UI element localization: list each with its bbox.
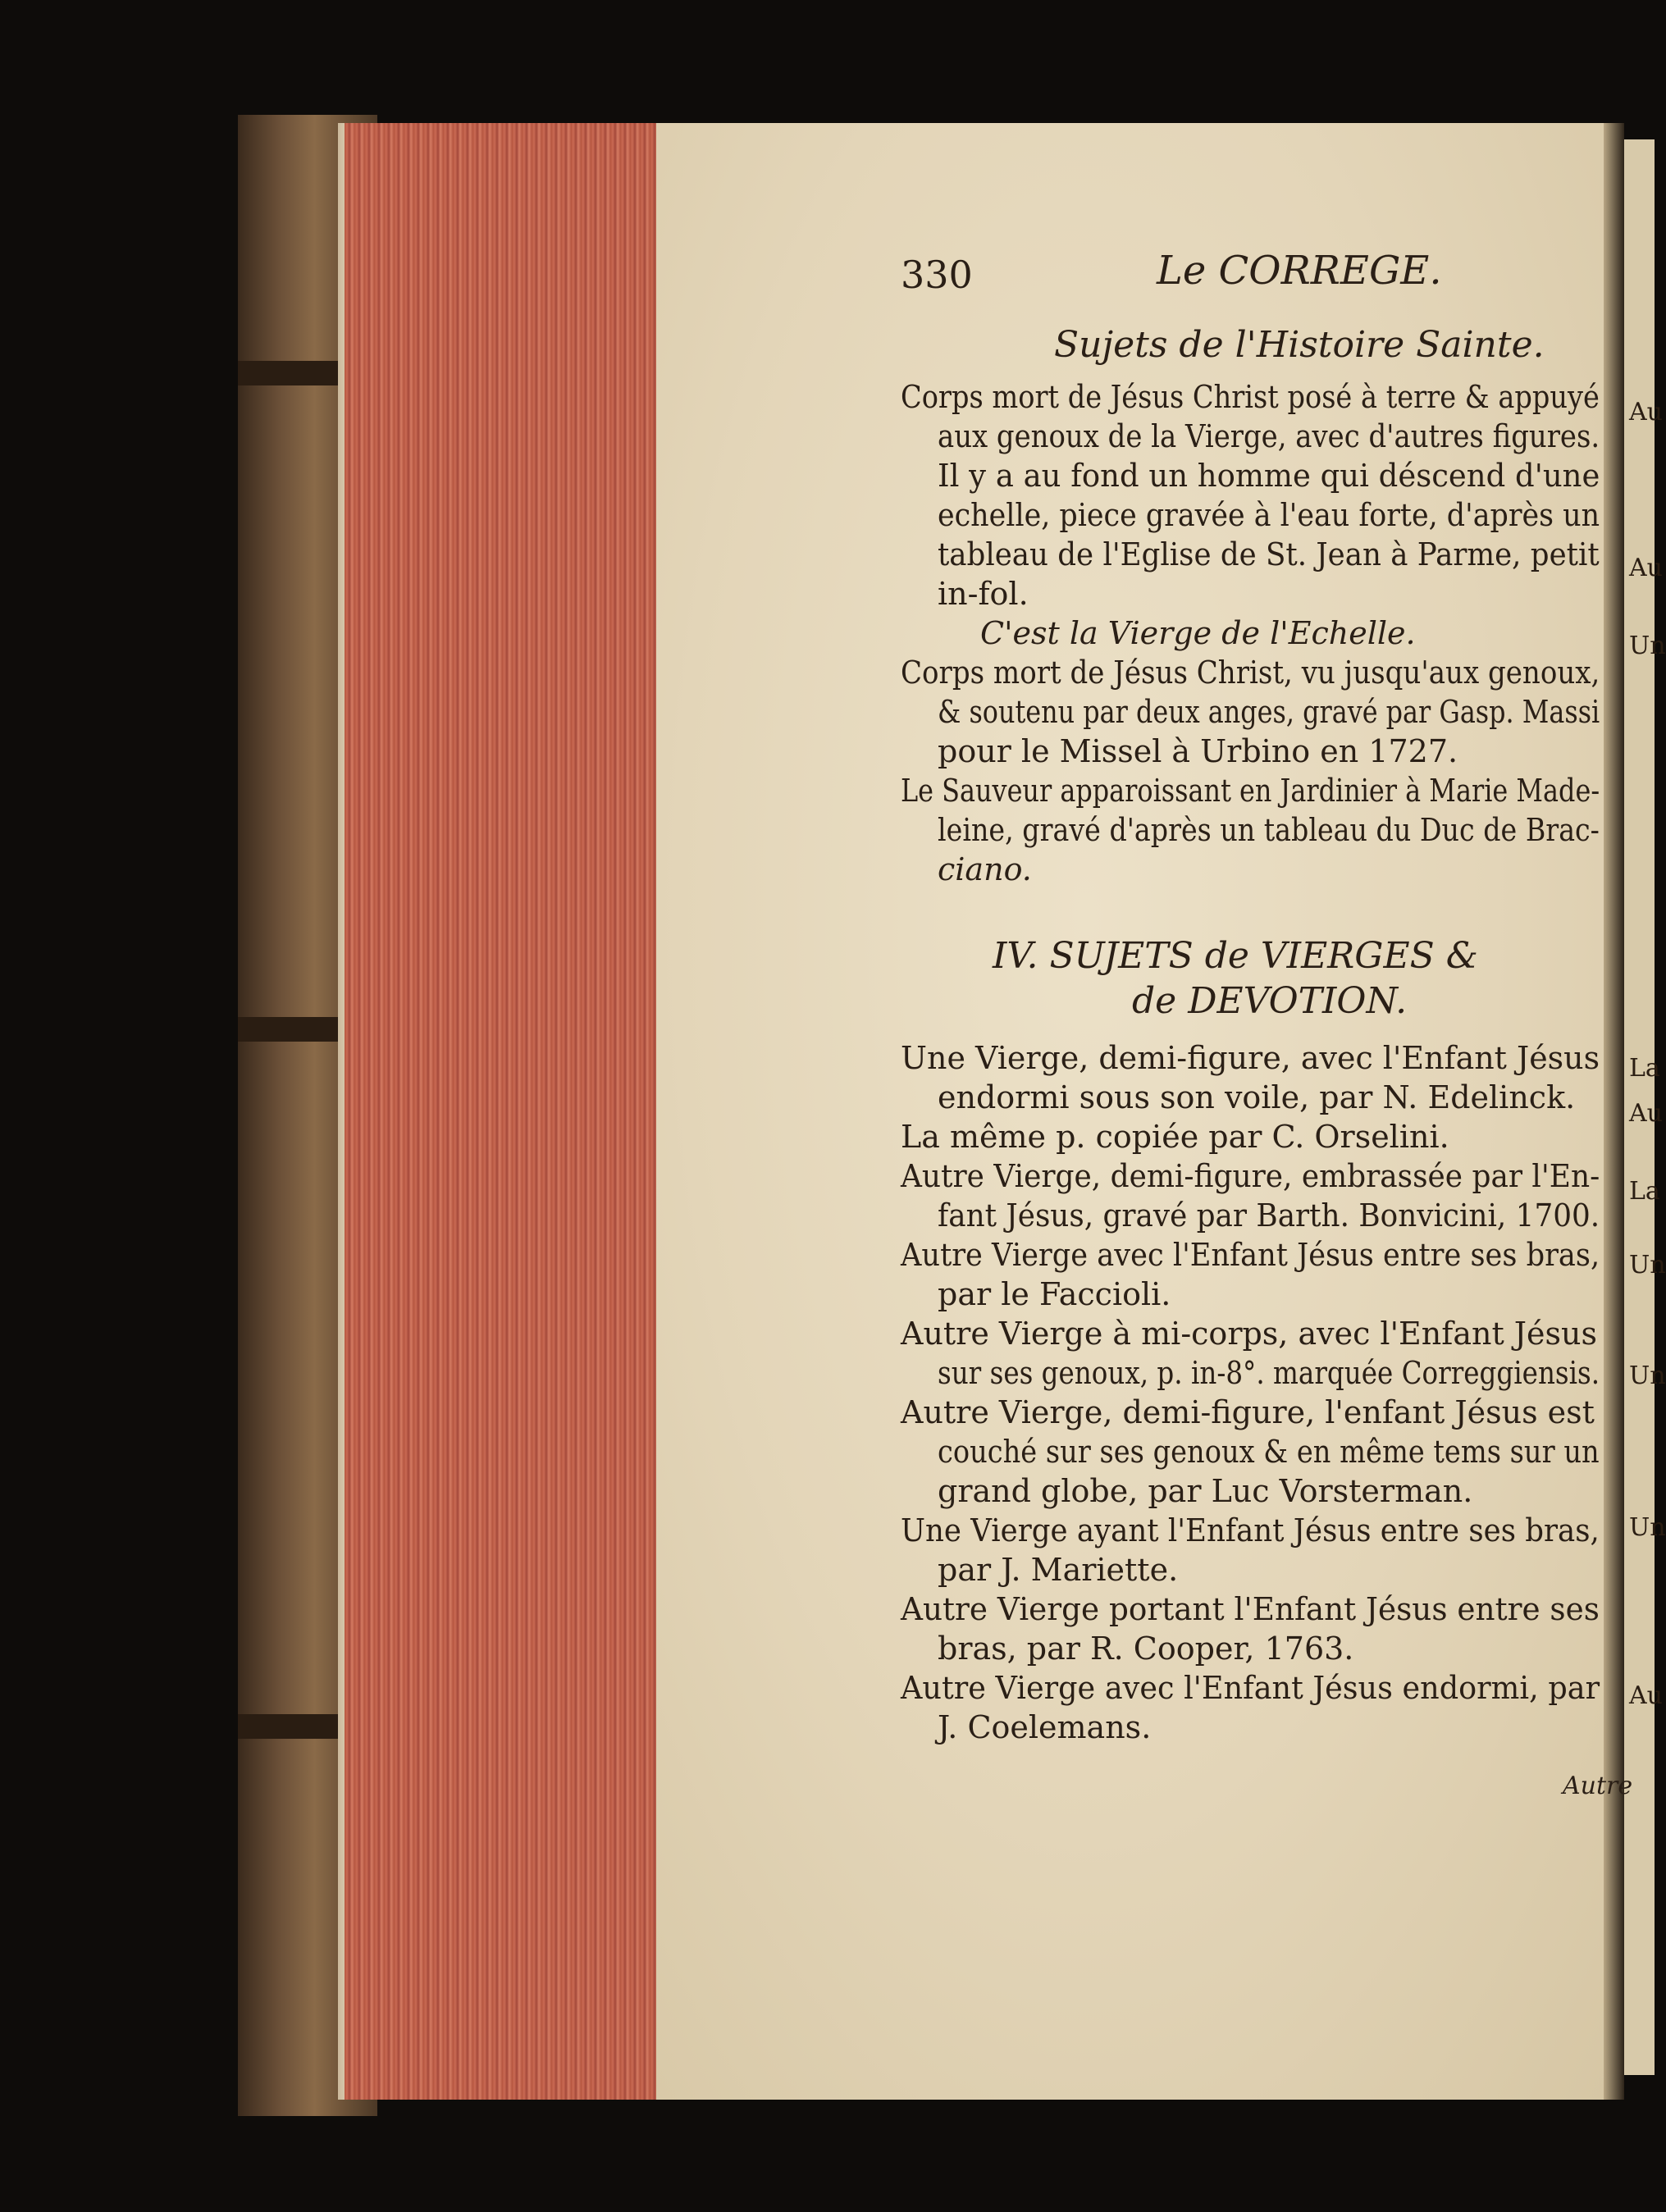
text-line: C'est la Vierge de l'Echelle. bbox=[980, 615, 1416, 651]
text-line: endormi sous son voile, par N. Edelinck. bbox=[938, 1079, 1576, 1115]
text-line: in-fol. bbox=[938, 576, 1029, 612]
catchword: Autre bbox=[1563, 1772, 1633, 1800]
text-line: echelle, piece gravée à l'eau forte, d'après un bbox=[938, 497, 1600, 533]
running-title: Le CORREGE. bbox=[1157, 248, 1442, 294]
text-line: par le Faccioli. bbox=[938, 1276, 1171, 1312]
text-line: Autre Vierge avec l'Enfant Jésus entre ses bras, bbox=[901, 1237, 1600, 1273]
facing-fragment: La bbox=[1629, 1054, 1660, 1083]
facing-fragment: La bbox=[1629, 1177, 1660, 1206]
text-line: grand globe, par Luc Vorsterman. bbox=[938, 1473, 1473, 1509]
text-line: Autre Vierge portant l'Enfant Jésus entre ses bbox=[901, 1591, 1600, 1627]
text-line: aux genoux de la Vierge, avec d'autres figures. bbox=[938, 418, 1600, 454]
text-line: Corps mort de Jésus Christ, vu jusqu'aux genoux, bbox=[901, 654, 1600, 691]
facing-fragment: Au bbox=[1629, 554, 1663, 582]
facing-fragment: Au bbox=[1629, 1099, 1663, 1128]
text-line: Il y a au fond un homme qui déscend d'une bbox=[938, 458, 1600, 494]
text-line: Une Vierge ayant l'Enfant Jésus entre ses bras, bbox=[901, 1512, 1600, 1548]
text-line: leine, gravé d'après un tableau du Duc de Brac- bbox=[938, 812, 1600, 848]
red-fore-edge bbox=[345, 123, 656, 2100]
section-heading: Sujets de l'Histoire Sainte. bbox=[1054, 324, 1545, 366]
text-line: Autre Vierge, demi-figure, l'enfant Jésus est bbox=[901, 1394, 1595, 1430]
text-line: Autre Vierge avec l'Enfant Jésus endormi, par bbox=[901, 1670, 1600, 1706]
text-line: pour le Missel à Urbino en 1727. bbox=[938, 733, 1458, 769]
facing-fragment: Un bbox=[1629, 1361, 1666, 1390]
text-line: Autre Vierge, demi-figure, embrassée par l'En- bbox=[901, 1158, 1600, 1194]
facing-fragment: Un bbox=[1629, 1251, 1666, 1279]
text-line: fant Jésus, gravé par Barth. Bonvicini, 1700. bbox=[938, 1197, 1600, 1234]
text-line: Le Sauveur apparoissant en Jardinier à Marie Made- bbox=[901, 773, 1600, 809]
facing-fragment: Au bbox=[1629, 398, 1663, 426]
text-line: & soutenu par deux anges, gravé par Gasp. Massi bbox=[938, 694, 1600, 730]
text-line: par J. Mariette. bbox=[938, 1552, 1179, 1588]
text-line: Corps mort de Jésus Christ posé à terre & appuyé bbox=[901, 379, 1600, 415]
facing-fragment: Un bbox=[1629, 1513, 1666, 1542]
text-line: bras, par R. Cooper, 1763. bbox=[938, 1630, 1354, 1667]
page-number: 330 bbox=[901, 253, 973, 297]
text-line: ciano. bbox=[938, 851, 1032, 887]
text-line: La même p. copiée par C. Orselini. bbox=[901, 1119, 1449, 1155]
text-line: couché sur ses genoux & en même tems sur un bbox=[938, 1434, 1600, 1470]
page-gutter bbox=[1604, 123, 1624, 2100]
text-line: J. Coelemans. bbox=[938, 1709, 1152, 1745]
text-line: sur ses genoux, p. in-8°. marquée Correggiensis. bbox=[938, 1355, 1600, 1391]
text-line: Autre Vierge à mi-corps, avec l'Enfant Jésus bbox=[901, 1316, 1597, 1352]
section-heading: IV. SUJETS de VIERGES & bbox=[993, 935, 1478, 977]
facing-fragment: Au bbox=[1629, 1681, 1663, 1710]
facing-fragment: Un bbox=[1629, 632, 1666, 660]
text-line: tableau de l'Eglise de St. Jean à Parme, petit bbox=[938, 536, 1600, 572]
section-heading: de DEVOTION. bbox=[1132, 980, 1408, 1022]
text-line: Une Vierge, demi-figure, avec l'Enfant Jésus bbox=[901, 1040, 1600, 1076]
